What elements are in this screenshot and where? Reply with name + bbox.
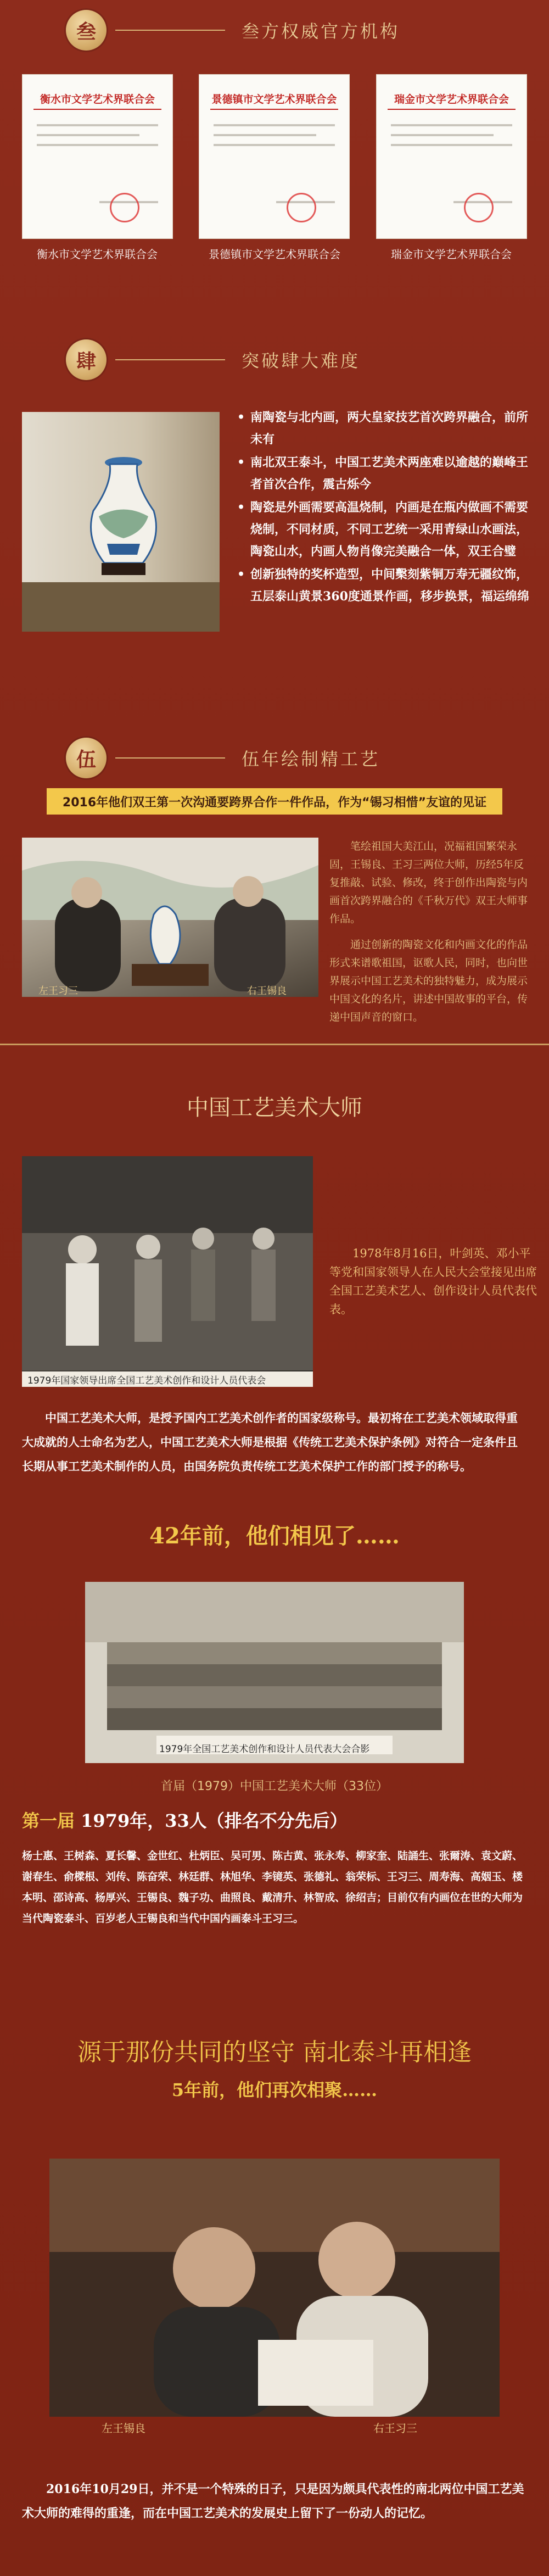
photo-caption-left: 左王习三 [38, 985, 78, 997]
met42-headline: 42年前，他们相见了…… [149, 1523, 400, 1549]
section-title: 叁方权威官方机构 [242, 21, 400, 42]
reunion-caption-right: 右王习三 [373, 2422, 417, 2435]
document-line [37, 124, 158, 126]
heading-rule [115, 359, 225, 360]
red-seal-stamp [464, 193, 494, 222]
document-caption: 瑞金市文学艺术界联合会 [391, 248, 512, 261]
section-title: 伍年绘制精工艺 [242, 749, 380, 770]
master-paragraph: 中国工艺美术大师，是授予国内工艺美术创作者的国家级称号。最初将在工艺美术领域取得重大成就的人士命名为艺人，中国工艺美术大师是根据《传统工艺美术保护条例》对符合一定条件且长期从事工艺美术制作的人员，由国务院负责传统工艺美术保护工作的部门授予的称号。 [22, 1411, 518, 1473]
document-header: 衡水市文学艺术界联合会 [40, 93, 155, 105]
document-rule [388, 109, 516, 110]
list-item: • 陶瓷是外画需要高温烧制，内画是在瓶内做画不需要烧制，不同材质，不同工艺统一采用青绿山水画法，陶瓷山水，内画人物肖像完美融合一体，双王合璧 [236, 497, 533, 562]
document-line [214, 124, 335, 126]
master-photo-caption: 1979年国家领导出席全国工艺美术创作和设计人员代表会 [22, 1371, 313, 1387]
first-session-title [22, 1807, 348, 1832]
highlight-ribbon: 2016年他们双王第一次沟通要跨界合作一件作品，作为“锡习相惜”友谊的见证 [47, 788, 502, 815]
list-item: • 南北双王泰斗，中国工艺美术两座难以逾越的巅峰王者首次合作，震古烁今 [236, 451, 533, 495]
paragraph: 1978年8月16日，叶剑英、邓小平等党和国家领导人在人民大会堂接见出席全国工艺美术艺人、创作设计人员代表代表。 [329, 1247, 537, 1316]
document-scan [22, 74, 173, 239]
meeting-photo [22, 838, 318, 997]
first-session-text: 1979年，33人（排名不分先后） [81, 1810, 348, 1831]
section-badge: 叁 [66, 10, 107, 51]
reunion-paragraph: 2016年10月29日，并不是一个特殊的日子，只是因为颇具代表性的南北两位中国工艺美术大师的难得的重逢，而在中国工艺美术的发展史上留下了一份动人的记忆。 [22, 2482, 524, 2521]
group-illustration [85, 1582, 464, 1763]
red-seal-stamp [110, 193, 139, 222]
document-line [391, 144, 512, 146]
section-heading-craft [0, 733, 549, 783]
document-line [214, 134, 316, 136]
document-rule [33, 109, 161, 110]
document-scan [199, 74, 350, 239]
heading-rule [115, 30, 225, 31]
first-session-label: 第一届 [22, 1810, 75, 1831]
meeting-illustration [22, 838, 318, 997]
photo-caption-right: 右王锡良 [247, 985, 287, 997]
document-scan [376, 74, 527, 239]
paragraph: 通过创新的陶瓷文化和内画文化的作品形式来谱歌祖国，讴歌人民，同时，也向世界展示中国工艺美术的独特魅力，成为展示中国文化的名片，讲述中国故事的平台，传递中国声音的窗口。 [329, 939, 528, 1023]
red-seal-stamp [287, 193, 316, 222]
master-description [329, 1244, 538, 1319]
section-badge: 肆 [66, 339, 107, 380]
section-heading-difficulty [0, 335, 549, 384]
group-caption: 首届（1979）中国工艺美术大师（33位） [161, 1780, 388, 1793]
heading-rule [115, 757, 225, 759]
document-line [37, 144, 158, 146]
reunion-headline: 源于那份共同的坚守 南北泰斗再相逢 [77, 2038, 472, 2066]
section-title: 突破肆大难度 [242, 350, 361, 371]
section-badge: 伍 [66, 738, 107, 778]
document-rule [210, 109, 338, 110]
document-line [391, 124, 512, 126]
document-caption: 景德镇市文学艺术界联合会 [209, 248, 340, 261]
group-photo [85, 1582, 464, 1763]
document-line [391, 134, 494, 136]
document-line [37, 134, 139, 136]
paragraph: 笔绘祖国大美江山，况福祖国繁荣永固，王锡良、王习三两位大师，历经5年反复推敲、试验、修改，终于创作出陶瓷与内画首次跨界融合的《千秋万代》双王大师事作品。 [329, 840, 528, 925]
vase-illustration [82, 450, 165, 582]
master-photo [22, 1156, 313, 1387]
list-item: • 创新独特的奖杯造型，中间檕刻紫铜万寿无疆纹饰，五层泰山黄景360度通景作画，移步换景，福运绵绵 [236, 564, 533, 607]
master-title: 中国工艺美术大师 [187, 1095, 362, 1120]
reunion-caption-left: 左王锡良 [102, 2422, 145, 2435]
section-divider [0, 1044, 549, 1045]
list-item: • 南陶瓷与北内画，两大皇家技艺首次跨界融合，前所未有 [236, 406, 533, 450]
meeting-description [329, 838, 533, 1034]
documents-row [22, 74, 527, 261]
reunion-subheadline: 5年前，他们再次相聚…… [171, 2079, 378, 2100]
group-photo-caption: 1979年全国工艺美术创作和设计人员代表大会合影 [159, 1744, 370, 1755]
document-header: 景德镇市文学艺术界联合会 [211, 93, 337, 105]
section-heading-official [0, 5, 549, 55]
master-illustration [22, 1156, 313, 1370]
document-line [214, 144, 335, 146]
vase-photo [22, 412, 220, 632]
reunion-illustration [49, 2159, 500, 2417]
difficulty-list [236, 406, 533, 609]
master-names: 杨士惠、王树森、夏长馨、金世红、杜炳臣、吴可男、陈古黄、张永寿、柳家奎、陆誦生、张爾涛、袁文蔚、谢春生、俞樑根、刘传、陈奋荣、林廷群、林旭华、李镜英、张德礼、翁荣标、王习三、周寿海、高姻玉、楼本明、邵诗高、杨厚兴、王锡良、魏子功、曲照良、戴清升、林智成、徐绍吉；目前仅有内画位在世的大师为当代陶瓷泰斗、百岁老人王锡良和当代中国内画泰斗王习三。 [22, 1850, 523, 1925]
reunion-photo [49, 2159, 500, 2417]
document-caption: 衡水市文学艺术界联合会 [37, 248, 158, 261]
document-header: 瑞金市文学艺术界联合会 [394, 93, 509, 105]
photo-stand [22, 582, 220, 632]
